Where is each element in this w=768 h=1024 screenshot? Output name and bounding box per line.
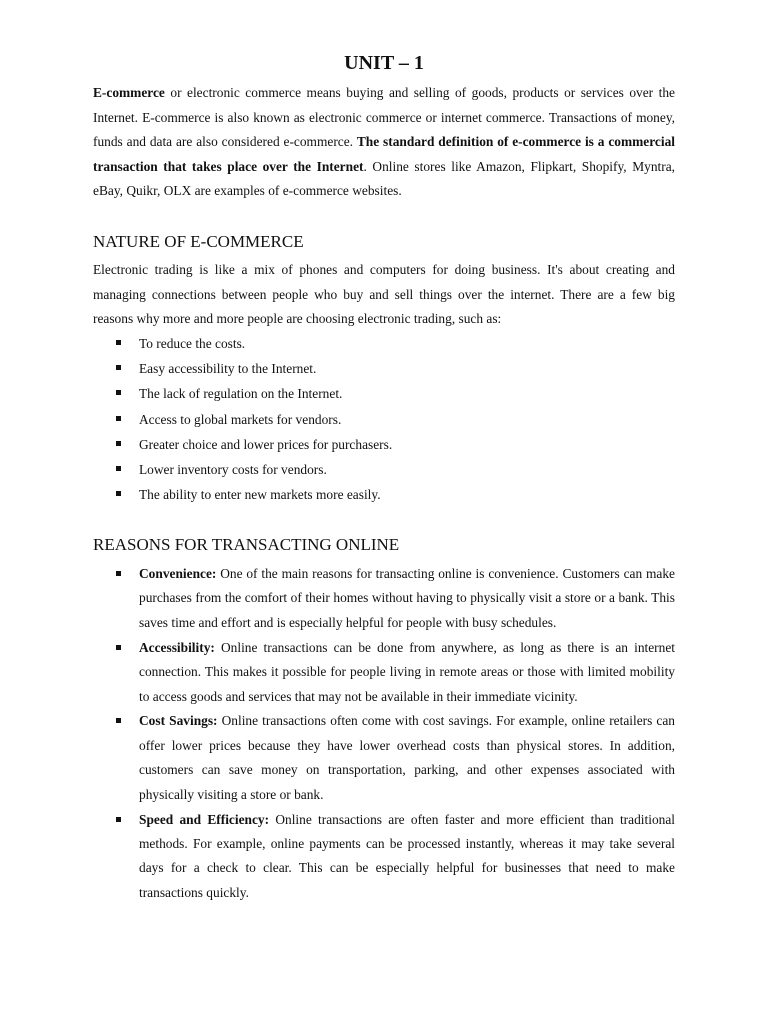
- square-bullet-icon: [116, 466, 121, 471]
- reason-label: Convenience:: [139, 566, 217, 581]
- intro-definition: The standard definition of e-commerce is a commercial transaction that takes place over the Internet: [93, 134, 675, 174]
- unit-title: UNIT – 1: [344, 52, 424, 74]
- intro-paragraph: [93, 81, 675, 204]
- nature-list: [93, 331, 675, 507]
- intro-text-2: . Online stores like Amazon, Flipkart, Shopify, Myntra, eBay, Quikr, OLX are examples of e-commerce websites.: [93, 158, 676, 199]
- square-bullet-icon: [116, 571, 121, 576]
- square-bullet-icon: [116, 340, 121, 345]
- list-item: Access to global markets for vendors.: [93, 407, 675, 432]
- square-bullet-icon: [116, 645, 121, 650]
- square-bullet-icon: [116, 441, 121, 446]
- list-item: [93, 709, 675, 807]
- reason-text: Online transactions can be done from anywhere, as long as there is an internet connection. This makes it possible for people living in remote areas or those with limited mobility to access goods and services that may not be available in their immediate vicinity.: [139, 639, 675, 704]
- list-item: The lack of regulation on the Internet.: [93, 381, 675, 406]
- square-bullet-icon: [116, 718, 121, 723]
- list-item: To reduce the costs.: [93, 331, 675, 356]
- square-bullet-icon: [116, 365, 121, 370]
- list-item: Lower inventory costs for vendors.: [93, 457, 675, 482]
- reason-text: Online transactions often come with cost savings. For example, online retailers can offer lower prices because they have lower overhead costs than physical stores. In addition, customers can save money on transportation, parking, and other expenses associated with physically visiting a store or bank.: [139, 713, 675, 802]
- list-item: [93, 808, 675, 906]
- square-bullet-icon: [116, 416, 121, 421]
- list-item: Greater choice and lower prices for purchasers.: [93, 432, 675, 457]
- nature-paragraph: Electronic trading is like a mix of phones and computers for doing business. It's about creating and managing connections between people who buy and sell things over the internet. There are a few big reasons why more and more people are choosing electronic trading, such as:: [93, 262, 675, 327]
- intro-term: E-commerce: [93, 85, 165, 100]
- reasons-list: [93, 562, 675, 906]
- square-bullet-icon: [116, 491, 121, 496]
- square-bullet-icon: [116, 390, 121, 395]
- reason-text: One of the main reasons for transacting online is convenience. Customers can make purchases from the comfort of their homes without having to physically visit a store or a bank. This saves time and effort and is especially helpful for people with busy schedules.: [139, 566, 675, 630]
- reason-label: Cost Savings:: [139, 713, 218, 729]
- list-item: Easy accessibility to the Internet.: [93, 356, 675, 381]
- square-bullet-icon: [116, 817, 121, 822]
- list-item: [93, 636, 675, 709]
- nature-heading: NATURE OF E-COMMERCE: [93, 232, 304, 251]
- list-item: The ability to enter new markets more easily.: [93, 482, 675, 507]
- reason-label: Accessibility:: [139, 639, 215, 655]
- reasons-heading: REASONS FOR TRANSACTING ONLINE: [93, 535, 400, 554]
- intro-text-1: or electronic commerce means buying and selling of goods, products or services over the Internet. E-commerce is also known as electronic commerce or internet commerce. Transactions of money, funds and data are also considered e-commerce.: [93, 85, 675, 150]
- reason-label: Speed and Efficiency:: [139, 811, 270, 827]
- reason-text: Online transactions are often faster and more efficient than traditional methods. For example, online payments can be processed instantly, whereas it may take several days for a check to clear. This can be especially helpful for businesses that need to make transactions quickly.: [139, 811, 675, 900]
- list-item: [93, 562, 675, 635]
